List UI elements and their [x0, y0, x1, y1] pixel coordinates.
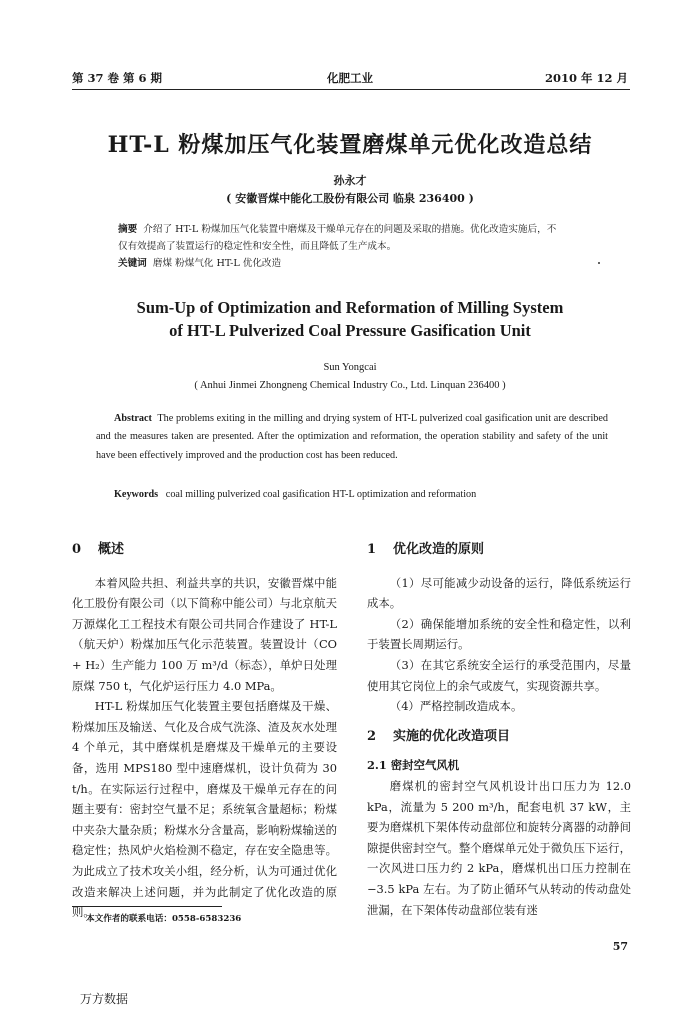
abstract-cn-label: 摘要	[118, 224, 138, 235]
author-chinese: 孙永才	[333, 174, 367, 187]
section-0-number: 0	[72, 542, 82, 557]
section-1-heading	[367, 540, 631, 561]
title-en-line1: Sum-Up of Optimization and Reformation of Milling System	[136, 298, 564, 317]
section-2-heading	[367, 727, 631, 748]
subsection-2-1-paragraph: 磨煤机的密封空气风机设计出口压力为 12.0 kPa，流量为 5 200 m³/h，配套电机 37 kW，主要为磨煤机下架体传动盘部位和旋转分离器的动静间隙提供密封空气。整个磨煤单元处于微负压下运行，一次风进口压力约 2 kPa，磨煤机出口压力控制在 −3.5 kPa 左右。为了防止循环气从转动的传动盘处泄漏，在下架体传动盘部位装有迷	[367, 778, 631, 917]
abstract-en-text: The problems exiting in the milling and drying system of HT-L pulverized coal gasification unit are described and the measures taken are presented. After the optimization and reformation, the operation stability and safety of the unit have been effectively improved and the production cost has been reduced.	[96, 413, 608, 461]
affiliation-chinese: ( 安徽晋煤中能化工股份有限公司 临泉 236400 )	[226, 192, 474, 205]
affiliation-english: ( Anhui Jinmei Zhongneng Chemical Industry Co., Ltd. Linquan 236400 )	[194, 380, 506, 391]
section-0-heading	[72, 540, 337, 561]
author-english: Sun Yongcai	[323, 362, 377, 373]
section-2-title: 实施的优化改造项目	[393, 728, 511, 744]
header-volume: 第 37 卷 第 6 期	[72, 71, 163, 85]
section-1-title: 优化改造的原则	[393, 542, 485, 557]
keywords-en-label: Keywords	[114, 489, 159, 500]
abstract-cn-line2: 仅有效提高了装置运行的稳定性和安全性，而且降低了生产成本。	[118, 241, 397, 252]
title-english	[0, 296, 700, 342]
overview-paragraph-2: HT-L 粉煤加压气化装置主要包括磨煤及干燥、粉煤加压及输送、气化及合成气洗涤、渣及灰水处理 4 个单元，其中磨煤机是磨煤及干燥单元的主要设备，选用 MPS180 型中速磨煤机，设计负荷为 30 t/h。在实际运行过程中，磨煤及干燥单元存在的问题主要有：密封空气量不足；系统氧含量超标；粉煤中夹杂大量杂质；粉煤水分含量高，影响粉煤输送的稳定性；热风炉火焰检测不稳定，存在安全隐患等。为此成立了技术攻关小组，经分析，认为可通过优化改造来解决上述问题，并为此制定了优化改造的原则。	[72, 699, 337, 920]
keywords-en-text: coal milling pulverized coal gasification HT-L optimization and reformation	[165, 489, 477, 500]
abstract-chinese	[118, 221, 588, 272]
header-journal: 化肥工业	[327, 71, 373, 85]
principle-3: （3）在其它系统安全运行的承受范围内，尽量使用其它岗位上的余气或废气，实现资源共享。	[367, 657, 631, 693]
abstract-en-label: Abstract	[114, 413, 152, 424]
body-left-column	[72, 540, 337, 923]
title-en-line2: of HT-L Pulverized Coal Pressure Gasification Unit	[169, 321, 531, 340]
running-header	[72, 70, 628, 88]
abstract-english	[96, 410, 608, 465]
overview-paragraph-1: 本着风险共担、利益共享的共识，安徽晋煤中能化工股份有限公司（以下简称中能公司）与北京航天万源煤化工工程技术有限公司共同合作建设了 HT-L（航天炉）粉煤加压气化示范装置。装置设计（CO + H₂）生产能力 100 万 m³/d（标态），单炉日处理原煤 750 t，气化炉运行压力 4.0 MPa。	[72, 575, 337, 693]
keywords-cn-label: 关键词	[118, 258, 147, 269]
subsection-2-1-heading: 2.1 密封空气风机	[367, 758, 460, 773]
footnote-rule	[72, 906, 222, 907]
body-right-column	[367, 540, 631, 920]
watermark: 万方数据	[80, 992, 129, 1006]
section-2-number: 2	[367, 728, 377, 744]
section-0-title: 概述	[98, 542, 125, 557]
keywords-cn: 磨煤 粉煤气化 HT-L 优化改造	[152, 258, 282, 269]
section-1-number: 1	[367, 542, 377, 557]
footnote: 本文作者的联系电话：0558-6583236	[86, 914, 242, 924]
keywords-english	[114, 489, 614, 500]
principle-4: （4）严格控制改造成本。	[389, 699, 523, 714]
abstract-cn-line1: 介绍了 HT-L 粉煤加压气化装置中磨煤及干燥单元存在的问题及采取的措施。优化改造实施后，不	[143, 224, 557, 235]
header-date: 2010 年 12 月	[544, 71, 628, 85]
principle-2: （2）确保能增加系统的安全性和稳定性，以利于装置长周期运行。	[367, 616, 631, 652]
principle-1: （1）尽可能减少动设备的运行，降低系统运行成本。	[367, 575, 631, 611]
page-number: 57	[612, 940, 628, 953]
header-rule	[72, 89, 630, 90]
title-chinese: HT-L 粉煤加压气化装置磨煤单元优化改造总结	[107, 132, 593, 158]
stray-dot	[598, 262, 600, 264]
